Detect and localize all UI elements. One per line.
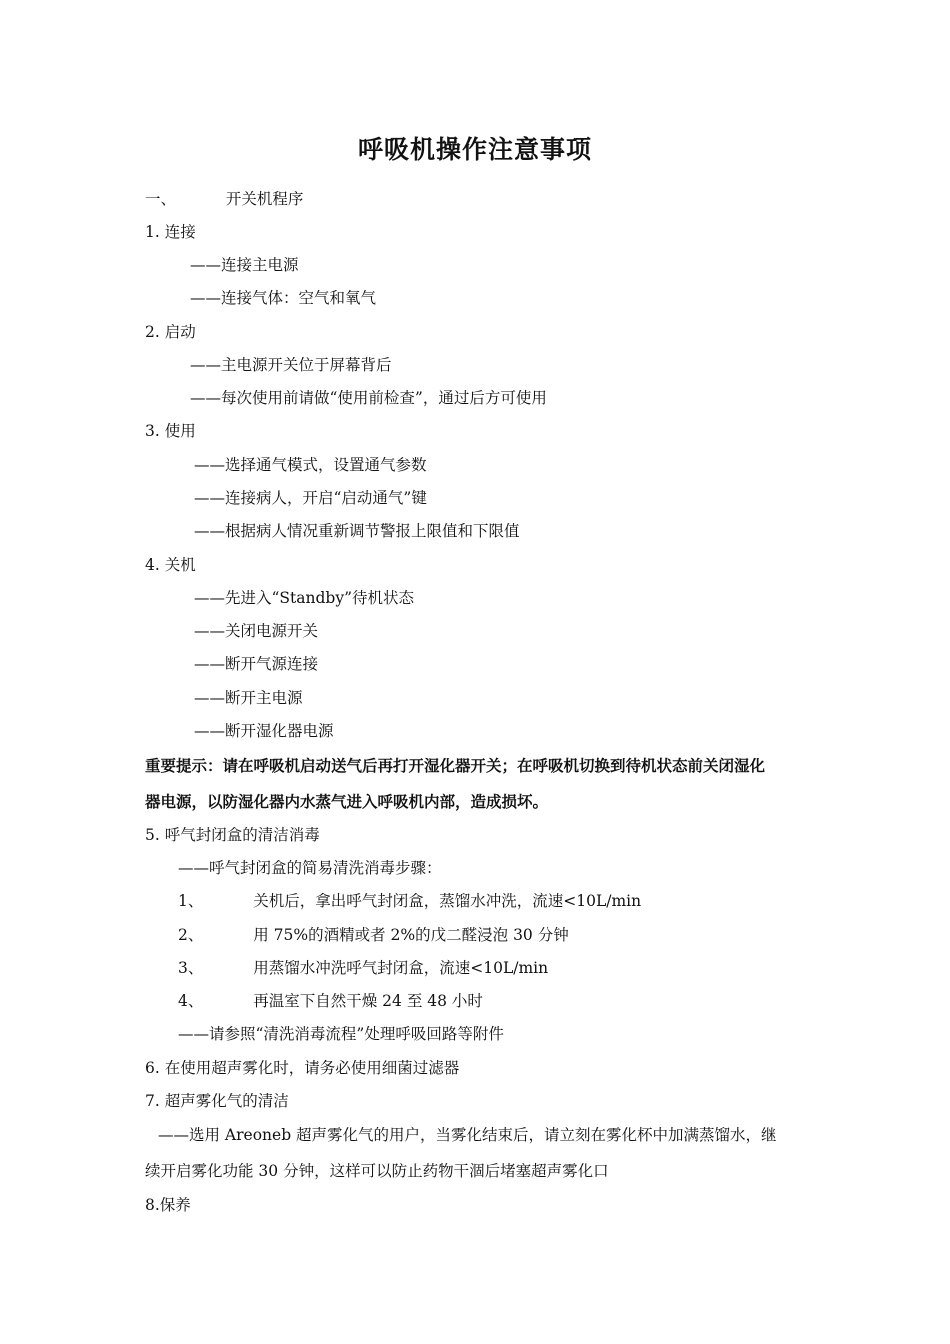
step-number: 2、 (178, 926, 204, 944)
item-1: 1. 连接 (145, 223, 196, 241)
item-1a: ——连接主电源 (190, 256, 299, 274)
section-number: 一、 (145, 190, 177, 208)
item-4b: ——关闭电源开关 (194, 622, 319, 640)
step-2 (178, 925, 569, 945)
page-title: 呼吸机操作注意事项 (357, 135, 592, 164)
section-heading-1 (145, 189, 303, 209)
step-text: 用 75%的酒精或者 2%的戊二醛浸泡 30 分钟 (253, 926, 569, 944)
item-7b: 续开启雾化功能 30 分钟，这样可以防止药物干涸后堵塞超声雾化口 (145, 1162, 609, 1180)
item-4: 4. 关机 (145, 556, 196, 574)
step-3 (178, 958, 548, 978)
item-3: 3. 使用 (145, 422, 196, 440)
step-text: 再温室下自然干燥 24 至 48 小时 (253, 992, 483, 1010)
item-1b: ——连接气体：空气和氧气 (190, 289, 377, 307)
step-number: 4、 (178, 992, 204, 1010)
step-1 (178, 891, 641, 911)
item-4a: ——先进入“Standby”待机状态 (194, 589, 415, 607)
notice-line-1: 重要提示：请在呼吸机启动送气后再打开湿化器开关；在呼吸机切换到待机状态前关闭湿化 (145, 757, 766, 775)
notice-line-2: 器电源，以防湿化器内水蒸气进入呼吸机内部，造成损坏。 (145, 793, 549, 811)
item-6: 6. 在使用超声雾化时，请务必使用细菌过滤器 (145, 1059, 460, 1077)
section-heading-text: 开关机程序 (225, 190, 304, 208)
item-7: 7. 超声雾化气的清洁 (145, 1092, 289, 1110)
item-2: 2. 启动 (145, 323, 196, 341)
item-3c: ——根据病人情况重新调节警报上限值和下限值 (194, 522, 520, 540)
item-8: 8.保养 (145, 1196, 191, 1214)
item-4d: ——断开主电源 (194, 689, 303, 707)
item-3a: ——选择通气模式，设置通气参数 (194, 456, 427, 474)
item-4e: ——断开湿化器电源 (194, 722, 334, 740)
item-2b: ——每次使用前请做“使用前检查”，通过后方可使用 (190, 389, 547, 407)
item-5: 5. 呼气封闭盒的清洁消毒 (145, 826, 320, 844)
step-text: 用蒸馏水冲洗呼气封闭盒，流速<10L/min (253, 959, 549, 977)
item-5b: ——请参照“清洗消毒流程”处理呼吸回路等附件 (178, 1025, 504, 1043)
step-number: 1、 (178, 892, 204, 910)
item-3b: ——连接病人，开启“启动通气”键 (194, 489, 427, 507)
item-4c: ——断开气源连接 (194, 655, 319, 673)
item-5a: ——呼气封闭盒的简易清洗消毒步骤： (178, 859, 442, 877)
step-4 (178, 991, 483, 1011)
step-number: 3、 (178, 959, 204, 977)
item-7a: ——选用 Areoneb 超声雾化气的用户，当雾化结束后，请立刻在雾化杯中加满蒸馏水，继 (158, 1126, 777, 1144)
step-text: 关机后，拿出呼气封闭盒，蒸馏水冲洗，流速<10L/min (253, 892, 642, 910)
item-2a: ——主电源开关位于屏幕背后 (190, 356, 392, 374)
